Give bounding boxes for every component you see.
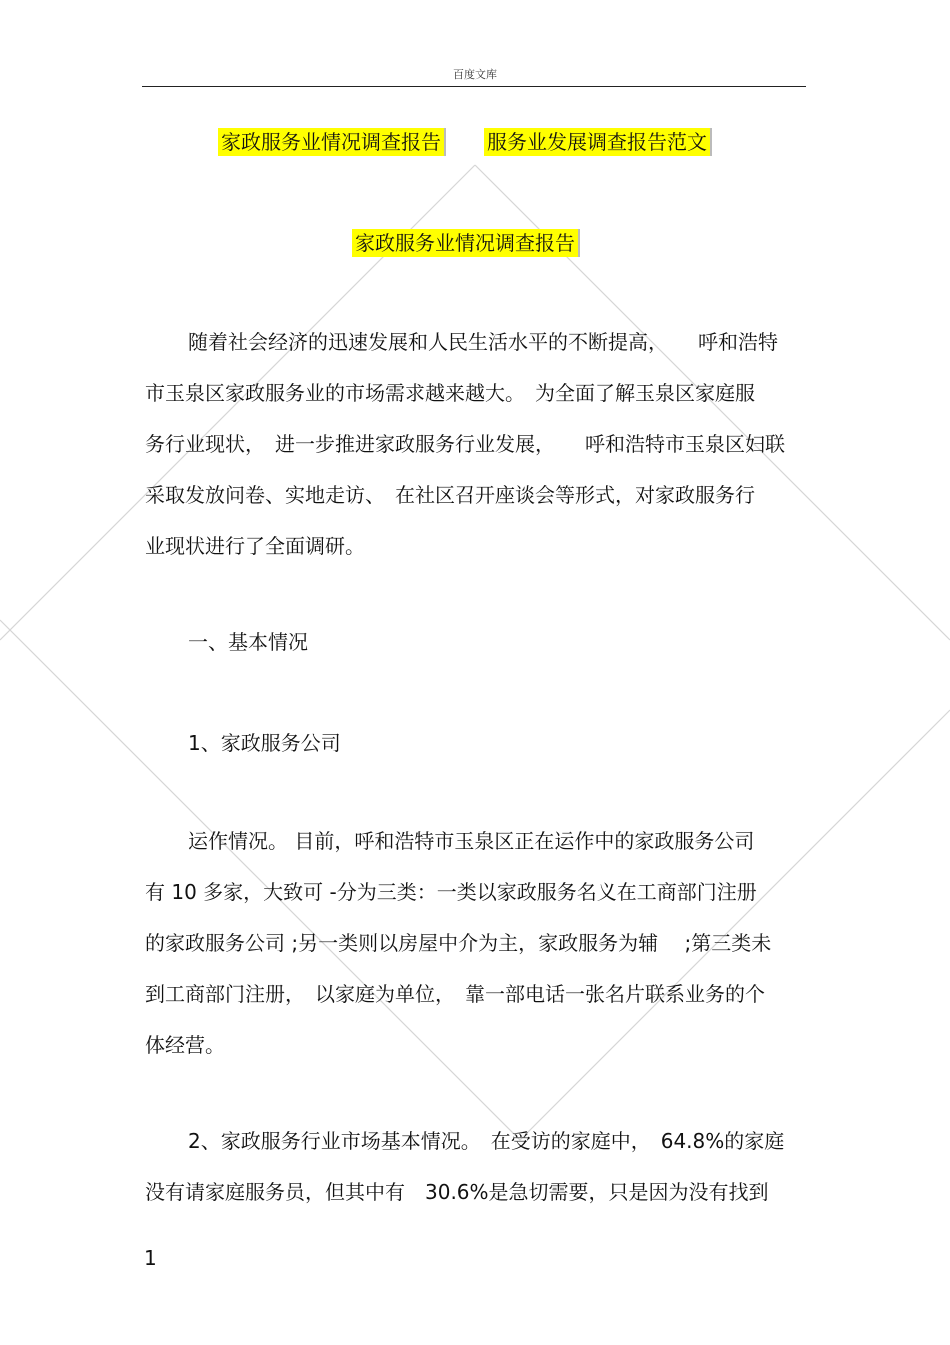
intro-line: 市玉泉区家政服务业的市场需求越来越大。 为全面了解玉泉区家庭服	[145, 381, 755, 405]
title-part-2: 服务业发展调查报告范文	[484, 128, 710, 156]
page-number: 1	[144, 1246, 157, 1270]
document-subtitle	[352, 229, 578, 257]
operation-line: 到工商部门注册， 以家庭为单位， 靠一部电话一张名片联系业务的个	[145, 982, 765, 1006]
intro-paragraph	[145, 317, 805, 572]
operation-paragraph	[145, 816, 805, 1071]
market-line: 没有请家庭服务员，但其中有 30.6%是急切需要，只是因为没有找到	[145, 1180, 769, 1204]
operation-line: 有 10 多家，大致可 -分为三类：一类以家政服务名义在工商部门注册	[145, 880, 757, 904]
header-divider	[142, 86, 806, 87]
operation-line: 的家政服务公司 ;另一类则以房屋中介为主，家政服务为辅 ;第三类未	[145, 931, 772, 955]
document-title	[218, 128, 710, 156]
market-line: 2、家政服务行业市场基本情况。 在受访的家庭中， 64.8%的家庭	[188, 1129, 785, 1153]
intro-line: 业现状进行了全面调研。	[145, 534, 365, 558]
section-heading-basic: 一、基本情况	[188, 630, 308, 654]
subtitle-text: 家政服务业情况调查报告	[352, 229, 578, 257]
subsection-heading-companies: 1、家政服务公司	[188, 731, 341, 755]
title-part-1: 家政服务业情况调查报告	[218, 128, 444, 156]
header-source-label: 百度文库	[453, 68, 497, 81]
intro-line: 务行业现状， 进一步推进家政服务行业发展， 呼和浩特市玉泉区妇联	[145, 432, 785, 456]
operation-line: 运作情况。 目前，呼和浩特市玉泉区正在运作中的家政服务公司	[188, 829, 755, 853]
intro-line: 采取发放问卷、实地走访、 在社区召开座谈会等形式，对家政服务行	[145, 483, 755, 507]
operation-line: 体经营。	[145, 1033, 225, 1057]
intro-line: 随着社会经济的迅速发展和人民生活水平的不断提高， 呼和浩特	[188, 330, 778, 354]
market-paragraph	[145, 1116, 805, 1218]
